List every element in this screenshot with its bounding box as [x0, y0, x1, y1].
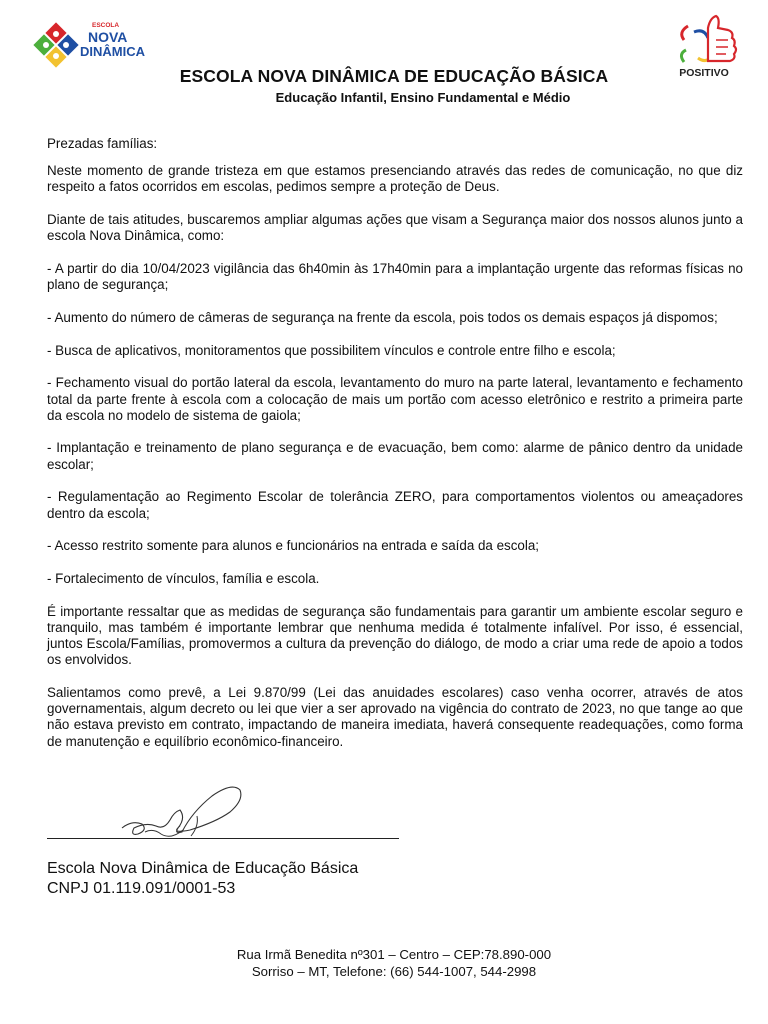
list-item: - Aumento do número de câmeras de segurança na frente da escola, pois todos os demais espaços já dispomos; [47, 309, 718, 325]
logo-small-text: ESCOLA [92, 22, 120, 29]
positivo-text: POSITIVO [679, 67, 729, 79]
footer-contact: Sorriso – MT, Telefone: (66) 544-1007, 544-2998 [251, 964, 537, 979]
salutation: Prezadas famílias: [47, 136, 158, 151]
list-item: - Busca de aplicativos, monitoramentos que possibilitem vínculos e controle entre filho e escola; [47, 342, 616, 358]
list-item: - Fechamento visual do portão lateral da escola, levantamento do muro na parte lateral, levantamento e fechamento total da parte frente à escola com a colocação de mais um portão com acesso eletrônico e restrito a primeira parte da escola no modelo de sistema de gaiola; [47, 375, 743, 423]
paragraph: É importante ressaltar que as medidas de segurança são fundamentais para garantir um ambiente escolar seguro e tranquilo, mas também é importante lembrar que nenhuma medida é totalmente infalível. Por isso, é essencial, juntos Escola/Famílias, promovermos a cultura da prevenção do diálogo, de modo a criar uma rede de apoio a todos os envolvidos. [47, 603, 743, 668]
letter-body [47, 136, 743, 766]
paragraph: Diante de tais atitudes, buscaremos ampliar algumas ações que visam a Segurança maior dos nossos alunos junto a escola Nova Dinâmica, como: [47, 212, 743, 244]
signatory-name: Escola Nova Dinâmica de Educação Básica [47, 860, 359, 877]
footer-address: Rua Irmã Benedita nº301 – Centro – CEP:78.890-000 [236, 947, 552, 962]
list-item: - Acesso restrito somente para alunos e funcionários na entrada e saída da escola; [47, 538, 540, 554]
page-subtitle: Educação Infantil, Ensino Fundamental e Médio [275, 90, 571, 105]
signatory-cnpj: CNPJ 01.119.091/0001-53 [47, 880, 236, 897]
list-item: - Fortalecimento de vínculos, família e escola. [47, 570, 320, 586]
logo-line2: DINÂMICA [80, 44, 145, 59]
paragraph: Neste momento de grande tristeza em que estamos presenciando através das redes de comunicação, no que diz respeito a fatos ocorridos em escolas, pedimos sempre a proteção de Deus. [47, 163, 743, 195]
handwritten-signature [47, 780, 407, 840]
page-title: ESCOLA NOVA DINÂMICA DE EDUCAÇÃO BÁSICA [179, 66, 609, 86]
paragraph: Salientamos como prevê, a Lei 9.870/99 (Lei das anuidades escolares) caso venha ocorrer, através de atos governamentais, algum decreto ou lei que vier a ser aprovado na vigência do contrato de 2023, no que tange ao que não estava previsto em contrato, impactando de maneira imediata, haverá consequente readequações, como forma de manutenção e equilíbrio econômico-financeiro. [47, 684, 743, 749]
signature-line [47, 838, 399, 839]
logo-line1: NOVA [88, 29, 128, 45]
list-item: - Regulamentação ao Regimento Escolar de tolerância ZERO, para comportamentos violentos ou ameaçadores dentro da escola; [47, 489, 743, 521]
list-item: - A partir do dia 10/04/2023 vigilância das 6h40min às 17h40min para a implantação urgente das reformas físicas no plano de segurança; [47, 261, 743, 293]
list-item: - Implantação e treinamento de plano segurança e de evacuação, bem como: alarme de pânico dentro da unidade escolar; [47, 440, 743, 472]
